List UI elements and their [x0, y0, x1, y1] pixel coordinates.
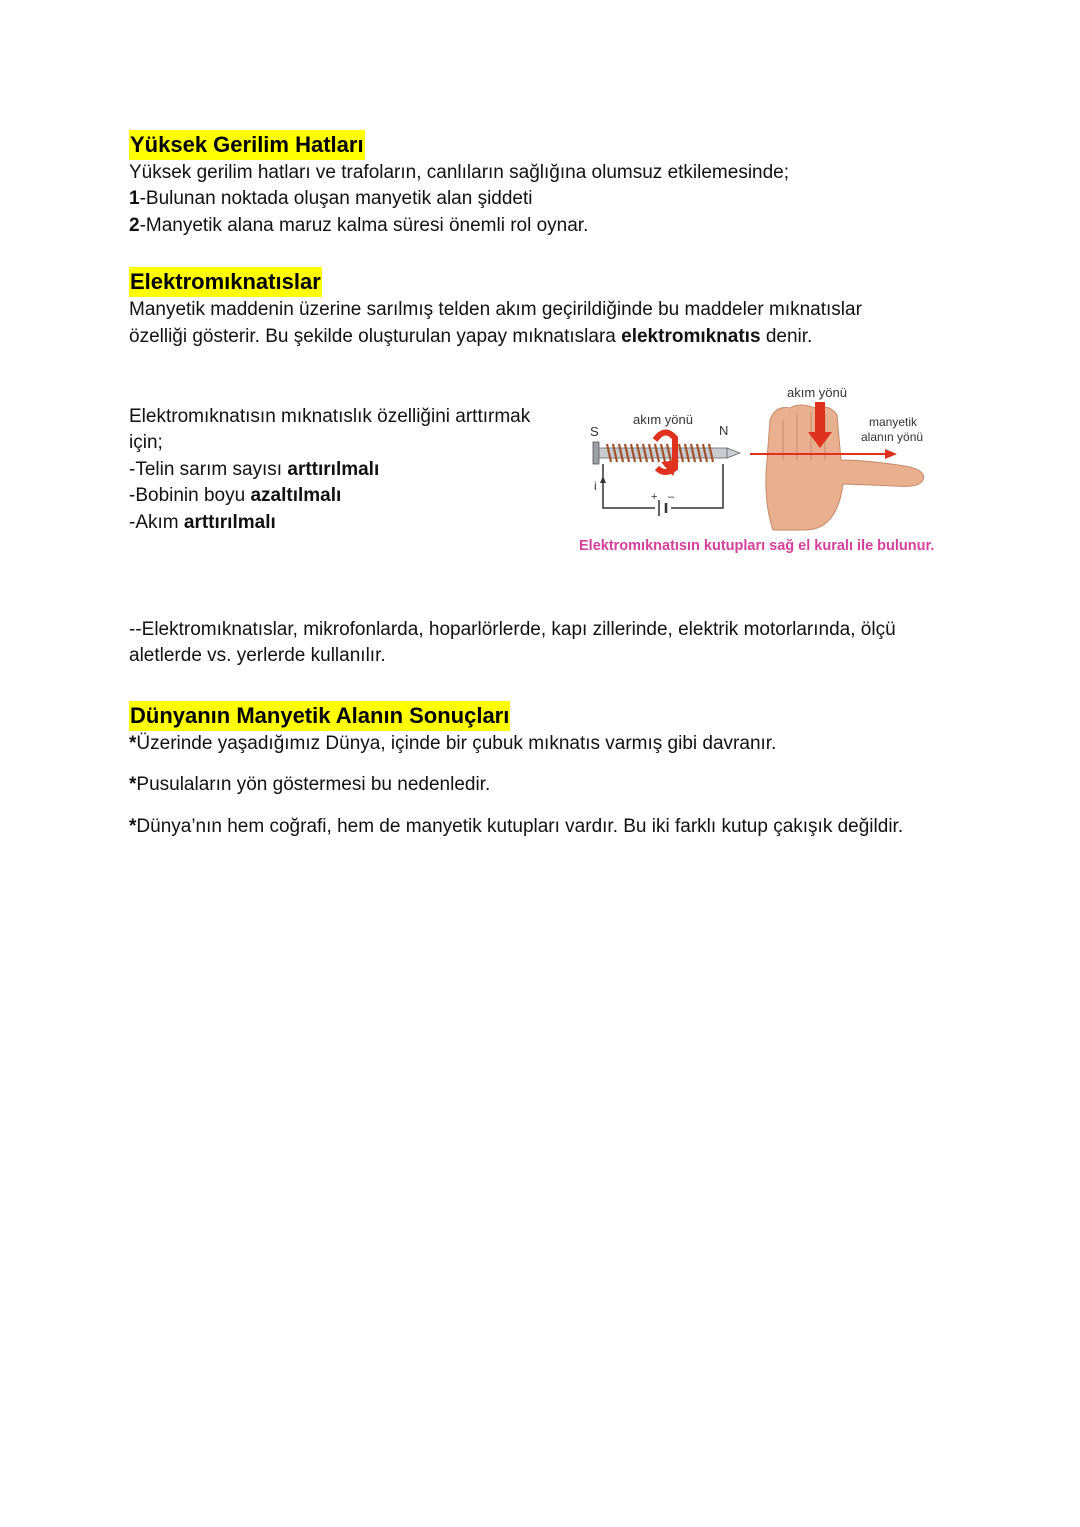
circuit-wire-right	[671, 464, 723, 508]
coil-current-label: akım yönü	[633, 412, 693, 427]
text: özelliği gösterir. Bu şekilde oluşturulan yapay mıknatıslara	[129, 326, 622, 347]
bold-term: elektromıknatıs	[621, 326, 761, 347]
increase-intro-line-2: için;	[129, 432, 163, 453]
elektro-paragraph-line-1: Manyetik maddenin üzerine sarılmış telden akım geçirildiğinde bu maddeler mıknatıslar	[129, 299, 862, 320]
coil-diagram	[590, 412, 740, 516]
text: -Bobinin boyu	[129, 485, 251, 506]
heading-elektromiknatislar: Elektromıknatıslar	[129, 267, 322, 297]
pole-n-label: N	[719, 423, 729, 438]
bold-term: arttırılmalı	[287, 459, 380, 480]
pole-s-label: S	[590, 424, 599, 439]
item-text: -Manyetik alana maruz kalma süresi önemli rol oynar.	[139, 215, 589, 236]
increase-bullet-3	[129, 510, 276, 536]
hand-diagram	[750, 385, 924, 530]
increase-intro-line-1: Elektromıknatısın mıknatıslık özelliğini arttırmak	[129, 406, 531, 427]
elektro-paragraph-line-2	[129, 324, 812, 350]
star-marker: *	[129, 816, 137, 837]
field-direction-label-1: manyetik	[869, 415, 918, 429]
yuksek-item-1	[129, 186, 533, 212]
battery-plus-label: +	[651, 491, 658, 503]
statement-text: Pusulaların yön göstermesi bu nedenledir.	[136, 774, 491, 795]
nail-head	[593, 442, 599, 464]
circuit-wire-left	[603, 464, 658, 508]
hand-current-label: akım yönü	[787, 385, 847, 400]
dunya-statement-2	[129, 772, 490, 798]
usage-line-1: --Elektromıknatıslar, mikrofonlarda, hoparlörlerde, kapı zillerinde, elektrik motorlarında, ölçü	[129, 619, 896, 640]
heading-yuksek-gerilim: Yüksek Gerilim Hatları	[129, 130, 365, 160]
item-number: 2	[129, 215, 140, 236]
battery-minus-label: –	[668, 491, 675, 503]
figure-caption: Elektromıknatısın kutupları sağ el kuralı ile bulunur.	[579, 538, 935, 554]
current-i-label: i	[594, 479, 597, 493]
bold-term: azaltılmalı	[250, 485, 342, 506]
statement-text: Üzerinde yaşadığımız Dünya, içinde bir çubuk mıknatıs varmış gibi davranır.	[136, 733, 777, 754]
bold-term: arttırılmalı	[183, 512, 276, 533]
current-arrow-shaft	[815, 402, 825, 434]
yuksek-intro: Yüksek gerilim hatları ve trafoların, canlıların sağlığına olumsuz etkilemesinde;	[129, 162, 790, 183]
dunya-statement-1	[129, 731, 776, 757]
text: -Akım	[129, 512, 184, 533]
star-marker: *	[129, 774, 137, 795]
item-number: 1	[129, 188, 140, 209]
usage-line-2: aletlerde vs. yerlerde kullanılır.	[129, 645, 386, 666]
statement-text: Dünya’nın hem coğrafi, hem de manyetik kutupları vardır. Bu iki farklı kutup çakışık değildir.	[136, 816, 904, 837]
item-text: -Bulunan noktada oluşan manyetik alan şiddeti	[139, 188, 533, 209]
field-arrow-head-icon	[885, 449, 897, 459]
increase-bullet-2	[129, 483, 341, 509]
text: denir.	[760, 326, 813, 347]
yuksek-item-2	[129, 213, 588, 239]
heading-dunya-manyetik: Dünyanın Manyetik Alanın Sonuçları	[129, 701, 510, 731]
increase-bullet-1	[129, 457, 379, 483]
text: -Telin sarım sayısı	[129, 459, 288, 480]
field-direction-label-2: alanın yönü	[861, 430, 924, 444]
current-direction-arrow-icon	[600, 476, 606, 483]
nail-tip	[727, 448, 740, 458]
star-marker: *	[129, 733, 137, 754]
dunya-statement-3	[129, 814, 903, 840]
